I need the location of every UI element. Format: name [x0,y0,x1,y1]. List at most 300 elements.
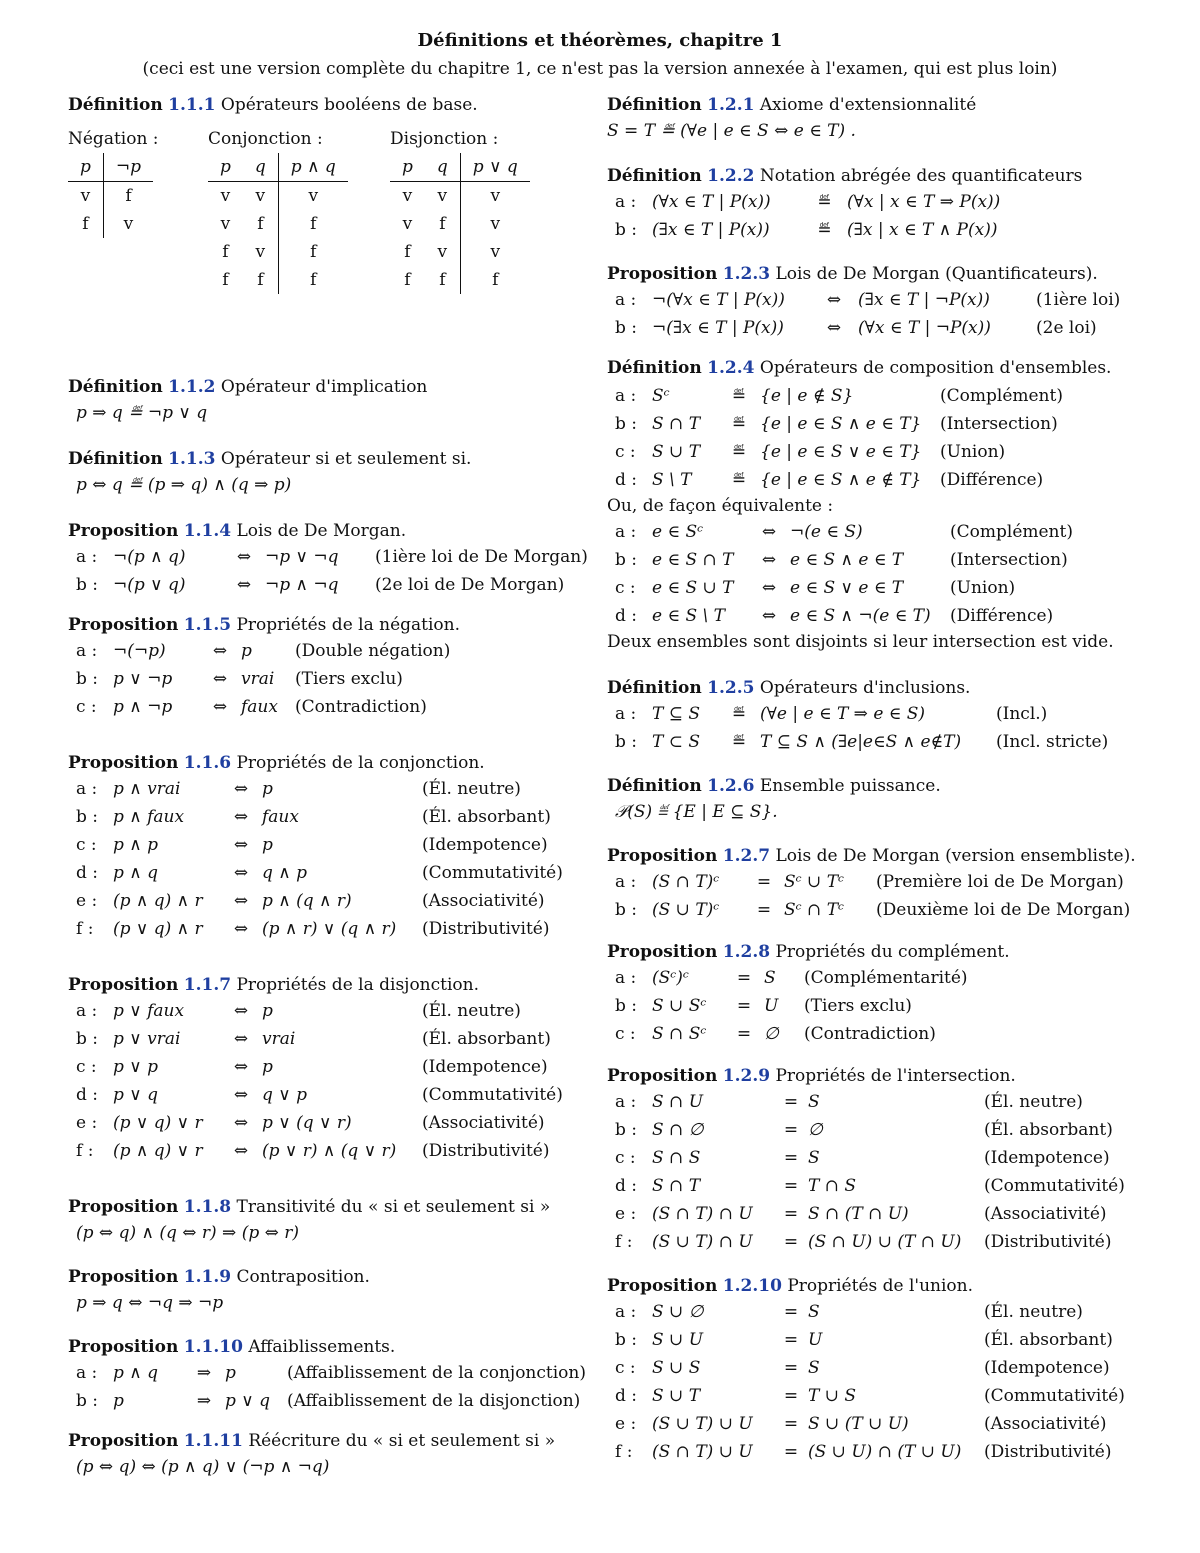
law-row [607,1438,1197,1466]
law-row [68,1025,593,1053]
table-cell: f [492,270,499,290]
truth-table [208,153,348,294]
truth-table [390,153,530,294]
row-label: a : [615,192,637,212]
heading-name: Lois de De Morgan (version ensembliste). [775,846,1136,866]
table-cell: f [222,270,229,290]
row-right: e ∈ S ∧ ¬(e ∈ T) [790,606,931,626]
law-rows [68,775,593,943]
row-right: S [808,1148,820,1168]
row-comment: (Première loi de De Morgan) [876,872,1124,892]
row-right: faux [241,697,278,717]
truth-table-conjunction [208,125,348,294]
row-comment: (Associativité) [984,1414,1107,1434]
row-operator: ⇔ [212,641,228,661]
row-label: b : [615,732,638,752]
law-row [607,410,1197,438]
heading-name: Opérateurs booléens de base. [220,95,478,115]
heading-number: 1.2.10 [722,1276,782,1296]
row-operator: ⇔ [233,1113,249,1133]
row-label: d : [615,1386,638,1406]
law-rows [607,1298,1197,1466]
row-right: ¬p ∨ ¬q [265,547,339,567]
heading-kind: Définition [607,166,702,186]
heading-name: Axiome d'extensionnalité [759,95,977,115]
row-right: Sᶜ ∪ Tᶜ [784,872,845,892]
row-comment: (Commutativité) [984,1386,1125,1406]
row-label: a : [76,547,98,567]
row-right: {e | e ∈ S ∧ e ∉ T} [760,470,922,490]
table-row [390,238,530,266]
row-left: (S ∩ T) ∪ U [652,1442,753,1462]
heading-kind: Proposition [607,846,718,866]
row-right: ¬p ∧ ¬q [265,575,339,595]
row-label: a : [615,704,637,724]
heading-number: 1.1.1 [168,95,216,115]
heading-name: Propriétés de l'union. [787,1276,974,1296]
row-label: b : [615,220,638,240]
proposition-1-1-10 [68,1335,593,1415]
heading-name: Notation abrégée des quantificateurs [759,166,1083,186]
truth-table-disjunction [390,125,530,294]
heading-name: Lois de De Morgan (Quantificateurs). [775,264,1098,284]
row-right: S ∩ (T ∩ U) [808,1204,909,1224]
table-cell: f [425,266,460,294]
table-caption: Disjonction : [390,129,499,149]
row-left: ¬(p ∨ q) [113,575,186,595]
row-operator: = [736,968,752,988]
row-right: (S ∩ U) ∪ (T ∩ U) [808,1232,962,1252]
row-label: b : [76,575,99,595]
row-label: a : [615,872,637,892]
heading-number: 1.1.2 [168,377,216,397]
row-left: ¬(¬p) [113,641,166,661]
row-left: S \ T [652,470,692,490]
row-left: p ∧ p [113,835,159,855]
row-comment: (Tiers exclu) [295,669,403,689]
row-label: a : [76,1363,98,1383]
table-row [390,182,530,211]
row-label: c : [615,578,636,598]
disjoint-sets-text: Deux ensembles sont disjoints si leur intersection est vide. [607,632,1114,652]
law-rows [607,518,1197,630]
row-operator: = [783,1232,799,1252]
formula: p ⇔ q ≝ (p ⇒ q) ∧ (q ⇒ p) [76,475,292,495]
row-comment: (Él. neutre) [984,1092,1083,1112]
row-comment: (1ière loi de De Morgan) [375,547,588,567]
law-row [607,546,1197,574]
table-cell: v [490,242,501,262]
row-label: b : [76,1029,99,1049]
row-operator: = [783,1176,799,1196]
table-caption: Conjonction : [208,129,323,149]
row-left: (Sᶜ)ᶜ [652,968,689,988]
table-header: p [390,153,425,182]
law-row [607,700,1197,728]
law-row [607,1020,1197,1048]
table-cell: f [68,210,103,238]
row-comment: (Deuxième loi de De Morgan) [876,900,1131,920]
row-right: S ∪ (T ∪ U) [808,1414,909,1434]
row-left: S ∩ Sᶜ [652,1024,707,1044]
row-left: S ∩ T [652,1176,701,1196]
law-row [68,543,593,571]
table-cell: v [220,186,231,206]
heading-name: Transitivité du « si et seulement si » [236,1197,551,1217]
row-right: p ∨ (q ∨ r) [262,1113,352,1133]
table-header: q [425,153,460,182]
law-row [68,1359,593,1387]
row-right: S [808,1092,820,1112]
heading-number: 1.1.8 [183,1197,232,1217]
law-rows [607,1088,1197,1256]
row-label: f : [615,1442,633,1462]
row-right: vrai [241,669,275,689]
row-operator: ⇔ [233,835,249,855]
row-comment: (Él. absorbant) [422,1029,551,1049]
row-comment: (Double négation) [295,641,451,661]
heading-kind: Définition [68,449,163,469]
row-comment: (Él. neutre) [422,1001,521,1021]
row-operator: ⇔ [233,919,249,939]
heading-name: Lois de De Morgan. [236,521,407,541]
row-left: S ∪ Sᶜ [652,996,707,1016]
heading-kind: Définition [607,776,702,796]
table-header: q [243,153,278,182]
row-comment: (Él. absorbant) [984,1120,1113,1140]
law-row [607,602,1197,630]
row-comment: (2e loi de De Morgan) [375,575,565,595]
definition-1-2-4 [607,356,1197,654]
row-right: T ∩ S [808,1176,857,1196]
table-cell: v [308,186,319,206]
row-right: ∅ [764,1024,779,1044]
heading-name: Opérateur si et seulement si. [220,449,472,469]
table-header: p [68,153,103,182]
table-cell: f [243,266,278,294]
row-right: (∃x ∈ T | ¬P(x)) [858,290,990,310]
row-operator: = [783,1414,799,1434]
table-cell: f [310,270,317,290]
proposition-1-2-10 [607,1274,1197,1466]
row-comment: (Complément) [940,386,1063,406]
heading-kind: Proposition [68,975,179,995]
row-left: (p ∧ q) ∨ r [113,1141,203,1161]
heading-kind: Définition [607,358,702,378]
row-operator: ⇔ [236,575,252,595]
row-right: S [808,1302,820,1322]
row-operator: ≝ [731,732,747,752]
row-comment: (Complémentarité) [804,968,968,988]
table-header: p ∧ q [278,153,348,182]
row-comment: (Contradiction) [804,1024,936,1044]
row-comment: (Distributivité) [984,1232,1112,1252]
row-right: p ∧ (q ∧ r) [262,891,352,911]
law-rows [68,1359,593,1415]
row-comment: (Él. absorbant) [984,1330,1113,1350]
row-operator: = [736,996,752,1016]
heading-kind: Définition [607,678,702,698]
heading-name: Propriétés de la négation. [236,615,461,635]
row-comment: (Distributivité) [984,1442,1112,1462]
left-column [68,93,593,1481]
row-comment: (Idempotence) [422,835,548,855]
heading-number: 1.2.5 [707,678,755,698]
row-operator: ⇔ [233,1029,249,1049]
formula: (p ⇔ q) ⇔ (p ∧ q) ∨ (¬p ∧ ¬q) [76,1457,330,1477]
row-left: ¬(∃x ∈ T | P(x)) [652,318,784,338]
heading-number: 1.1.4 [183,521,232,541]
heading-kind: Proposition [68,1197,179,1217]
row-label: a : [615,1302,637,1322]
row-left: T ⊆ S [652,704,701,724]
law-row [68,775,593,803]
table-cell: v [123,214,134,234]
row-label: a : [615,290,637,310]
heading-number: 1.2.8 [722,942,771,962]
law-row [607,868,1197,896]
row-comment: (Commutativité) [984,1176,1125,1196]
law-row [607,1172,1197,1200]
row-comment: (Union) [950,578,1016,598]
row-label: a : [76,641,98,661]
table-cell: v [402,186,413,206]
formula: p ⇒ q ⇔ ¬q ⇒ ¬p [76,1293,224,1313]
law-rows [607,188,1197,244]
equivalent-form-text: Ou, de façon équivalente : [607,496,834,516]
heading-number: 1.1.11 [183,1431,243,1451]
row-comment: (Intersection) [950,550,1068,570]
heading-kind: Proposition [607,942,718,962]
table-cell: f [310,242,317,262]
row-left: p ∧ q [113,1363,159,1383]
row-operator: ⇔ [761,550,777,570]
law-rows [607,700,1197,756]
law-row [68,637,593,665]
formula: p ⇒ q ≝ ¬p ∨ q [76,403,208,423]
row-operator: ⇒ [196,1391,212,1411]
law-row [607,896,1197,924]
table-cell: v [425,238,460,266]
definition-1-2-1 [607,93,1197,145]
table-header: p ∨ q [460,153,530,182]
proposition-1-2-8 [607,940,1197,1048]
table-cell: f [222,242,229,262]
row-right: faux [262,807,299,827]
row-label: e : [76,891,98,911]
row-comment: (Affaiblissement de la disjonction) [287,1391,581,1411]
row-label: c : [615,1148,636,1168]
row-label: b : [76,807,99,827]
row-label: a : [76,1001,98,1021]
row-label: c : [76,697,97,717]
heading-kind: Proposition [68,753,179,773]
heading-kind: Proposition [68,1267,179,1287]
table-row [208,182,348,211]
table-caption: Négation : [68,129,159,149]
definition-1-1-2 [68,375,593,427]
row-comment: (Contradiction) [295,697,427,717]
row-right: p [241,641,252,661]
row-comment: (Associativité) [422,1113,545,1133]
row-operator: ⇔ [761,522,777,542]
row-comment: (Commutativité) [422,1085,563,1105]
table-cell: v [425,182,460,211]
row-right: {e | e ∉ S} [760,386,854,406]
law-row [607,518,1197,546]
table-row [68,182,153,211]
row-left: S ∪ T [652,1386,701,1406]
row-right: (∀x ∈ T | ¬P(x)) [858,318,991,338]
heading-name: Contraposition. [236,1267,370,1287]
law-row [607,1228,1197,1256]
row-comment: (Idempotence) [984,1358,1110,1378]
row-label: b : [615,1330,638,1350]
row-label: b : [615,900,638,920]
row-right: (∃x | x ∈ T ∧ P(x)) [847,220,998,240]
table-cell: f [125,186,132,206]
law-row [68,1387,593,1415]
row-right: T ∪ S [808,1386,857,1406]
table-cell: v [490,214,501,234]
heading-name: Affaiblissements. [248,1337,396,1357]
proposition-1-2-9 [607,1064,1197,1256]
heading-number: 1.2.4 [707,358,755,378]
row-right: Sᶜ ∩ Tᶜ [784,900,845,920]
heading-kind: Proposition [68,521,179,541]
law-rows [607,382,1197,494]
row-comment: (Tiers exclu) [804,996,912,1016]
row-left: e ∈ S \ T [652,606,725,626]
row-operator: = [783,1386,799,1406]
row-label: d : [615,470,638,490]
row-label: b : [615,414,638,434]
row-comment: (Complément) [950,522,1073,542]
law-rows [68,543,593,599]
law-row [68,1137,593,1165]
row-label: f : [615,1232,633,1252]
document-subtitle: (ceci est une version complète du chapitre 1, ce n'est pas la version annexée à l'examen, qui est plus loin) [142,59,1058,79]
proposition-1-1-7 [68,973,593,1165]
row-comment: (Union) [940,442,1006,462]
table-cell: v [243,238,278,266]
heading-number: 1.2.9 [722,1066,771,1086]
law-row [68,1053,593,1081]
row-operator: ≝ [817,220,832,240]
row-operator: = [783,1330,799,1350]
row-label: a : [615,522,637,542]
row-right: e ∈ S ∨ e ∈ T [790,578,904,598]
formula: (p ⇔ q) ∧ (q ⇔ r) ⇒ (p ⇔ r) [76,1223,300,1243]
row-right: p [262,1057,273,1077]
row-left: (∀x ∈ T | P(x)) [652,192,771,212]
row-left: e ∈ S ∪ T [652,578,734,598]
law-row [68,571,593,599]
table-cell: v [68,182,103,211]
heading-kind: Définition [68,377,163,397]
heading-kind: Proposition [68,615,179,635]
row-left: e ∈ Sᶜ [652,522,704,542]
law-rows [607,286,1197,342]
heading-number: 1.2.1 [707,95,755,115]
law-row [607,728,1197,756]
row-operator: = [783,1302,799,1322]
heading-name: Opérateurs de composition d'ensembles. [759,358,1112,378]
row-operator: ⇔ [233,1001,249,1021]
table-header: ¬p [103,153,153,182]
row-operator: ≝ [731,704,747,724]
row-comment: (Associativité) [984,1204,1107,1224]
row-label: b : [76,1391,99,1411]
row-left: S ∩ S [652,1148,701,1168]
table-row [208,210,348,238]
row-left: p ∧ vrai [113,779,181,799]
row-left: p ∨ vrai [113,1029,181,1049]
row-label: c : [615,1024,636,1044]
row-operator: ≝ [731,442,747,462]
table-row [68,210,153,238]
proposition-1-2-3 [607,262,1197,342]
row-operator: ≝ [731,386,747,406]
row-comment: (Associativité) [422,891,545,911]
table-cell: v [243,182,278,211]
row-operator: = [736,1024,752,1044]
table-cell: f [404,270,411,290]
heading-name: Propriétés de la conjonction. [236,753,485,773]
row-label: c : [76,835,97,855]
row-right: p [225,1363,236,1383]
table-cell: f [425,210,460,238]
definition-1-2-6 [607,774,1197,826]
law-row [607,188,1197,216]
row-label: b : [615,318,638,338]
row-label: a : [615,386,637,406]
row-left: S ∪ S [652,1358,701,1378]
row-operator: ⇔ [236,547,252,567]
heading-name: Propriétés de l'intersection. [775,1066,1016,1086]
row-left: (p ∨ q) ∨ r [113,1113,203,1133]
row-right: p ∨ q [225,1391,271,1411]
law-row [607,314,1197,342]
row-operator: = [783,1148,799,1168]
law-row [68,997,593,1025]
row-label: d : [615,606,638,626]
row-comment: (Incl.) [996,704,1048,724]
row-left: p [113,1391,124,1411]
row-label: d : [615,1176,638,1196]
row-label: b : [615,1120,638,1140]
table-cell: v [490,186,501,206]
law-row [68,1109,593,1137]
row-right: q ∧ p [262,863,308,883]
law-rows [68,637,593,721]
right-column [607,93,1197,1466]
row-label: e : [76,1113,98,1133]
row-left: (S ∩ T) ∩ U [652,1204,753,1224]
row-label: b : [615,550,638,570]
row-left: p ∨ q [113,1085,159,1105]
row-right: e ∈ S ∧ e ∈ T [790,550,904,570]
law-row [607,1088,1197,1116]
table-row [390,266,530,294]
law-row [607,964,1197,992]
row-label: f : [76,919,94,939]
row-operator: ⇔ [826,318,842,338]
table-cell: f [404,242,411,262]
row-operator: ⇔ [233,1085,249,1105]
proposition-1-1-5 [68,613,593,721]
heading-number: 1.2.7 [722,846,771,866]
